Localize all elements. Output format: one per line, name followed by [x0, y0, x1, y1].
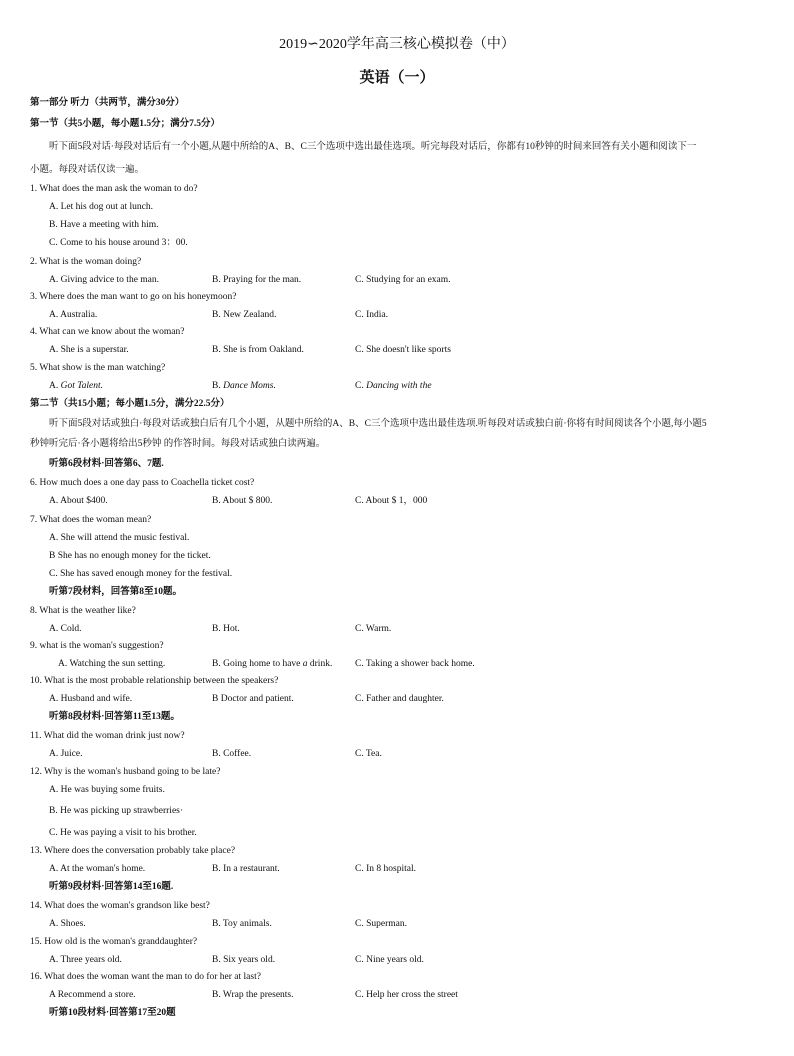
question-stem: 1. What does the man ask the woman to do?: [30, 184, 198, 194]
option-b: [212, 380, 276, 393]
option-b: [212, 658, 332, 671]
question-stem: 6. How much does a one day pass to Coachella ticket cost?: [30, 478, 255, 488]
option-b: B. Have a meeting with him.: [49, 220, 159, 230]
option-c: C. She has saved enough money for the festival.: [49, 569, 233, 579]
option-b: B. Coffee.: [212, 749, 252, 759]
option-c: C. India.: [355, 310, 388, 320]
option-a: A. Three years old.: [49, 955, 122, 965]
option-b: B. Praying for the man.: [212, 275, 302, 285]
option-a: A. Giving advice to the man.: [49, 275, 160, 285]
section1-heading: 第一节（共5小题，每小题1.5分；满分7.5分）: [30, 119, 221, 129]
option-a: A. She is a superstar.: [49, 345, 129, 355]
option-c: C. She doesn't like sports: [355, 345, 451, 355]
option-a: A. Watching the sun setting.: [58, 659, 166, 669]
option-c: C. Tea.: [355, 749, 382, 759]
question-stem: 9. what is the woman's suggestion?: [30, 641, 164, 651]
option-b: B. He was picking up strawberries·: [49, 806, 184, 816]
option-c: C. Warm.: [355, 624, 392, 634]
section2-instructions: 听下面5段对话或独白·每段对话或独白后有几个小题，从题中所给的A、B、C三个选项中选出最佳选项.听每段对话或独白前·你将有时间阅读各个小题,每小题5: [49, 419, 707, 429]
section1-instructions-cont: 小题。每段对话仅读一遍。: [30, 165, 145, 175]
option-c: C. Nine years old.: [355, 955, 424, 965]
question-stem: 5. What show is the man watching?: [30, 363, 166, 373]
option-b: B. Six years old.: [212, 955, 276, 965]
option-b: B. About $ 800.: [212, 496, 273, 506]
option-a: A. Husband and wife.: [49, 694, 133, 704]
part1-heading: 第一部分 听力（共两节，满分30分）: [30, 98, 185, 108]
listening-note: 听第7段材料，回答第8至10题。: [49, 587, 183, 597]
option-text: Got Talent.: [60, 381, 104, 391]
option-a: A. He was buying some fruits.: [49, 785, 165, 795]
option-a: [49, 380, 103, 393]
option-b: B. Toy animals.: [212, 919, 272, 929]
exam-title: 2019∽2020学年高三核心模拟卷（中）: [279, 37, 515, 52]
listening-note: 听第10段材料·回答第17至20题: [49, 1008, 176, 1018]
question-stem: 13. Where does the conversation probably take place?: [30, 846, 236, 856]
option-b: B She has no enough money for the ticket.: [49, 551, 211, 561]
option-a: A. Shoes.: [49, 919, 86, 929]
exam-subtitle: 英语（一）: [359, 70, 435, 86]
option-text: B. Going home to have: [212, 659, 303, 669]
question-stem: 3. Where does the man want to go on his honeymoon?: [30, 292, 237, 302]
question-stem: 10. What is the most probable relationship between the speakers?: [30, 676, 279, 686]
option-c: C. Help her cross the street: [355, 990, 458, 1000]
listening-note: 听第9段材料·回答第14至16题.: [49, 882, 174, 892]
question-stem: 2. What is the woman doing?: [30, 257, 142, 267]
option-c: C. Taking a shower back home.: [355, 659, 475, 669]
option-c: C. About $ 1，000: [355, 496, 428, 506]
question-stem: 16. What does the woman want the man to do for her at last?: [30, 972, 261, 982]
option-b: B Doctor and patient.: [212, 694, 294, 704]
option-c: C. In 8 hospital.: [355, 864, 416, 874]
option-c: C. Father and daughter.: [355, 694, 444, 704]
section2-heading: 第二节（共15小题；每小题1.5分，满分22.5分）: [30, 399, 230, 409]
question-stem: 8. What is the weather like?: [30, 606, 136, 616]
option-c: C. Studying for an exam.: [355, 275, 451, 285]
option-a: A. She will attend the music festival.: [49, 533, 190, 543]
listening-note: 听第8段材料·回答第11至13题。: [49, 712, 180, 722]
question-stem: 11. What did the woman drink just now?: [30, 731, 185, 741]
listening-note: 听第6段材料·回答第6、7题.: [49, 459, 164, 469]
option-text: Dance Moms.: [223, 381, 276, 391]
option-text: drink.: [307, 659, 333, 669]
question-stem: 4. What can we know about the woman?: [30, 327, 185, 337]
section1-instructions: 听下面5段对话·每段对话后有一个小题,从题中所给的A、B、C三个选项中选出最佳选项。听完每段对话后，你都有10秒钟的时间来回答有关小题和阅读下一: [49, 142, 697, 152]
option-letter: B.: [212, 381, 224, 391]
option-c: C. Superman.: [355, 919, 407, 929]
option-text: Dancing with the: [366, 381, 432, 391]
question-stem: 14. What does the woman's grandson like best?: [30, 901, 210, 911]
option-b: B. She is from Oakland.: [212, 345, 304, 355]
option-a: A. Cold.: [49, 624, 82, 634]
question-stem: 12. Why is the woman's husband going to be late?: [30, 767, 221, 777]
section2-instructions-cont: 秒钟听完后·各小题将给出5秒钟 的作答时间。每段对话或独白读两遍。: [30, 439, 326, 449]
option-b: B. In a restaurant.: [212, 864, 280, 874]
option-b: B. New Zealand.: [212, 310, 277, 320]
option-a: A. At the woman's home.: [49, 864, 146, 874]
option-letter: A.: [49, 381, 61, 391]
option-text-em: a: [302, 659, 308, 669]
option-b: B. Wrap the presents.: [212, 990, 294, 1000]
option-a: A. About $400.: [49, 496, 108, 506]
option-a: A. Australia.: [49, 310, 98, 320]
question-stem: 15. How old is the woman's granddaughter?: [30, 937, 198, 947]
option-a: A Recommend a store.: [49, 990, 136, 1000]
option-a: A. Let his dog out at lunch.: [49, 202, 153, 212]
option-c: [355, 380, 432, 393]
option-c: C. He was paying a visit to his brother.: [49, 828, 197, 838]
option-a: A. Juice.: [49, 749, 83, 759]
option-c: C. Come to his house around 3：00.: [49, 238, 188, 248]
option-b: B. Hot.: [212, 624, 240, 634]
question-stem: 7. What does the woman mean?: [30, 515, 152, 525]
option-letter: C.: [355, 381, 367, 391]
